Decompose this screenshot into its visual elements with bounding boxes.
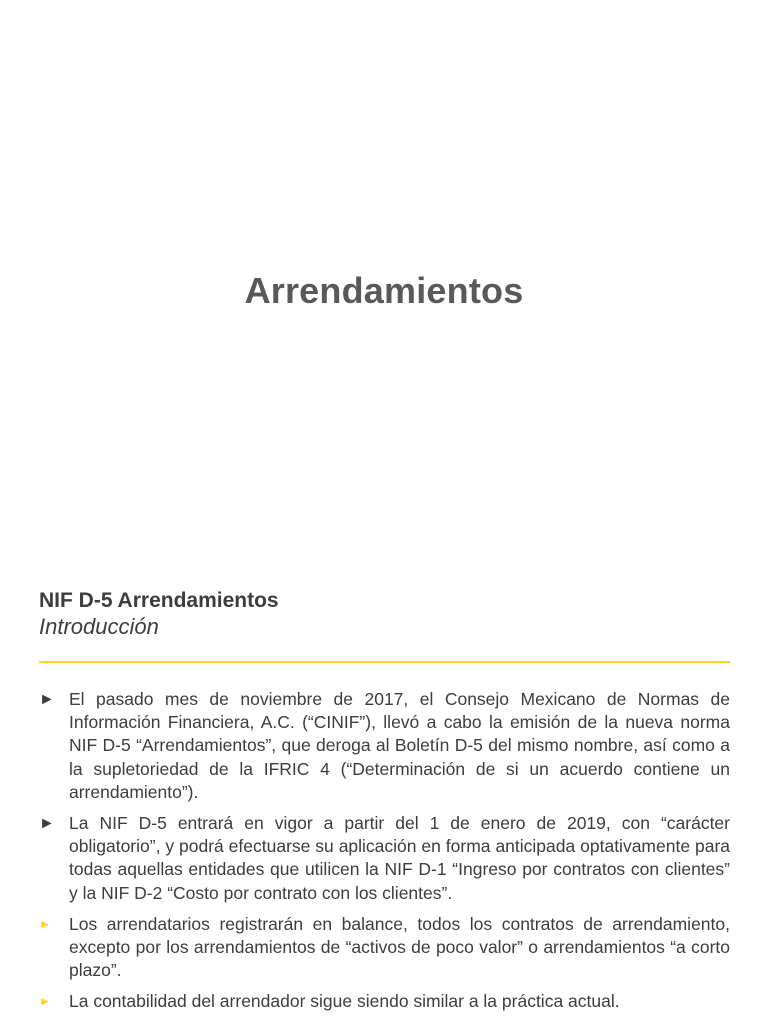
bullet-text: La contabilidad del arrendador sigue siendo similar a la práctica actual. [69, 991, 620, 1012]
section-title: NIF D-5 Arrendamientos [39, 589, 279, 612]
bullet-item [39, 990, 730, 1013]
bullet-list [39, 688, 730, 1022]
arrow-bullet-icon: ► [39, 994, 51, 1009]
arrow-bullet-icon: ► [39, 691, 55, 708]
bullet-text: El pasado mes de noviembre de 2017, el Consejo Mexicano de Normas de Información Financiera, A.C. (“CINIF”), llevó a cabo la emisión de la nueva norma NIF D-5 “Arrendamientos”, que deroga al Boletín D-5 del mismo nombre, así como a la supletoriedad de la IFRIC 4 (“Determinación de si un acuerdo contiene un arrendamiento”). [69, 689, 730, 802]
section-subtitle: Introducción [39, 614, 159, 639]
bullet-text: La NIF D-5 entrará en vigor a partir del 1 de enero de 2019, con “carácter obligatorio”, y podrá efectuarse su aplicación en forma anticipada optativamente para todas aquellas entidades que utilicen la NIF D-1 “Ingreso por contratos con clientes” y la NIF D-2 “Costo por contrato con los clientes”. [69, 813, 730, 903]
arrow-bullet-icon: ► [39, 916, 51, 931]
cover-title: Arrendamientos [244, 270, 524, 311]
divider-line [39, 661, 730, 663]
arrow-bullet-icon: ► [39, 815, 55, 833]
bullet-item [39, 913, 730, 983]
bullet-item [39, 812, 730, 905]
bullet-text: Los arrendatarios registrarán en balance, todos los contratos de arrendamiento, excepto por los arrendamientos de “activos de poco valor” o arrendamientos “a corto plazo”. [69, 913, 730, 981]
bullet-item [39, 688, 730, 804]
